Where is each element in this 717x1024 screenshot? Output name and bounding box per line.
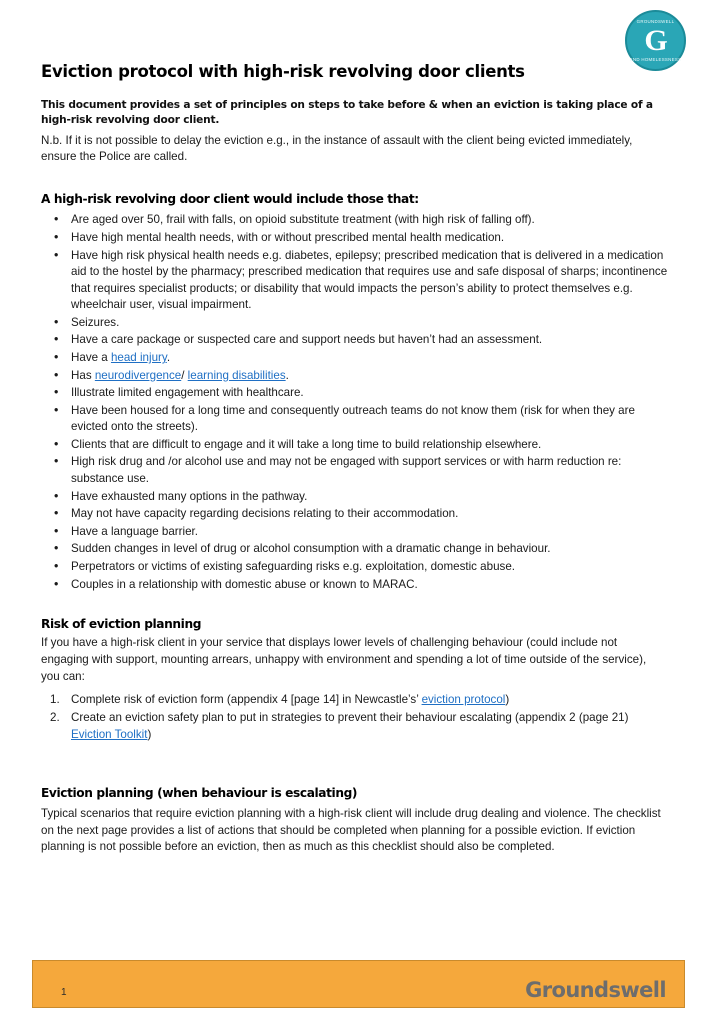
list-item: • Seizures. bbox=[41, 315, 671, 332]
step-2-prefix: Create an eviction safety plan to put in strategies to prevent their behaviour escalating (appendix 2 (page 21) bbox=[71, 711, 629, 725]
footer-brand-name: Groundswell bbox=[525, 978, 666, 1002]
step-2-suffix: ) bbox=[147, 728, 152, 741]
neurodivergence-prefix: Has bbox=[71, 368, 95, 382]
page-footer bbox=[32, 960, 685, 1008]
list-item: • Illustrate limited engagement with healthcare. bbox=[41, 385, 671, 402]
logo-letter: G bbox=[644, 23, 667, 57]
list-item: • Sudden changes in level of drug or alcohol consumption with a dramatic change in behaviour. bbox=[41, 541, 671, 558]
list-item-neurodivergence bbox=[41, 368, 671, 385]
logo-arc-bottom-text: END HOMELESSNESS bbox=[629, 57, 682, 62]
risk-planning-steps bbox=[41, 692, 671, 744]
list-item: • Have a language barrier. bbox=[41, 524, 671, 541]
learning-disabilities-link[interactable]: learning disabilities bbox=[187, 368, 286, 382]
list-item: • Perpetrators or victims of existing safeguarding risks e.g. exploitation, domestic abuse. bbox=[41, 559, 671, 576]
logo-arc-top-text: GROUNDSWELL bbox=[636, 19, 675, 24]
section-heading-risk-planning: Risk of eviction planning bbox=[41, 617, 202, 632]
list-item: • Have exhausted many options in the pathway. bbox=[41, 489, 671, 506]
list-item: • Have high mental health needs, with or without prescribed mental health medication. bbox=[41, 230, 671, 247]
risk-planning-paragraph: If you have a high-risk client in your service that displays lower levels of challenging behaviour (could include not engaging with support, mounting arrears, unhappy with environment and spending a lot of time outside of the service), you can: bbox=[41, 636, 647, 683]
intro-note-paragraph: N.b. If it is not possible to delay the eviction e.g., in the instance of assault with the client being evicted immediately, ensure the Police are called. bbox=[41, 133, 633, 164]
neurodivergence-suffix: . bbox=[285, 368, 289, 382]
head-injury-link[interactable]: head injury bbox=[110, 350, 167, 364]
list-item-head-injury bbox=[41, 350, 671, 367]
page-number: 1 bbox=[61, 986, 67, 998]
section-heading-client-criteria: A high-risk revolving door client would include those that: bbox=[41, 192, 419, 207]
list-item: • Clients that are difficult to engage and it will take a long time to build relationship elsewhere. bbox=[41, 437, 671, 454]
list-item: • Are aged over 50, frail with falls, on opioid substitute treatment (with high risk of falling off). bbox=[41, 212, 671, 229]
list-item bbox=[41, 692, 671, 709]
section-heading-eviction-planning: Eviction planning (when behaviour is escalating) bbox=[41, 785, 358, 800]
neurodivergence-link[interactable]: neurodivergence bbox=[94, 368, 182, 382]
eviction-planning-paragraph: Typical scenarios that require eviction planning with a high-risk client will include drug dealing and violence. The checklist on the next page provides a list of actions that should be completed when planning for a possible eviction. If eviction planning is not possible before an eviction, then as much as this checklist should also be completed. bbox=[41, 806, 661, 854]
list-item: • Have been housed for a long time and consequently outreach teams do not know them (risk for when they are evicted onto the streets). bbox=[41, 403, 671, 436]
step-1-prefix: Complete risk of eviction form (appendix 4 [page 14] in Newcastle’s’ bbox=[71, 692, 422, 706]
list-item: • High risk drug and /or alcohol use and may not be engaged with support services or with harm reduction re: substance use. bbox=[41, 454, 671, 487]
list-item: • Have high risk physical health needs e.g. diabetes, epilepsy; prescribed medication that is delivered in a medication aid to the hostel by the pharmacy; prescribed medication that requires use and safe disposal of sharps; incontinence that requires specialist products; or disability that would impacts the person’s ability to protect themselves e.g. wheelchair user, visual impairment. bbox=[41, 248, 671, 314]
list-item: • Couples in a relationship with domestic abuse or known to MARAC. bbox=[41, 577, 671, 594]
head-injury-prefix: Have a bbox=[71, 350, 111, 364]
client-criteria-list bbox=[41, 212, 671, 593]
document-content bbox=[41, 62, 671, 856]
list-item: • Have a care package or suspected care and support needs but haven’t had an assessment. bbox=[41, 332, 671, 349]
list-item: • May not have capacity regarding decisions relating to their accommodation. bbox=[41, 506, 671, 523]
intro-bold-paragraph: This document provides a set of principles on steps to take before & when an eviction is taking place of a high-risk revolving door client. bbox=[41, 98, 653, 127]
head-injury-suffix: . bbox=[166, 350, 171, 364]
eviction-toolkit-link[interactable]: Eviction Toolkit bbox=[71, 728, 148, 741]
eviction-protocol-link[interactable]: eviction protocol bbox=[421, 692, 506, 706]
step-1-suffix: ) bbox=[505, 692, 510, 706]
list-item bbox=[41, 710, 671, 743]
neurodivergence-middle: / bbox=[181, 368, 188, 382]
page-title: Eviction protocol with high-risk revolving door clients bbox=[41, 62, 525, 81]
